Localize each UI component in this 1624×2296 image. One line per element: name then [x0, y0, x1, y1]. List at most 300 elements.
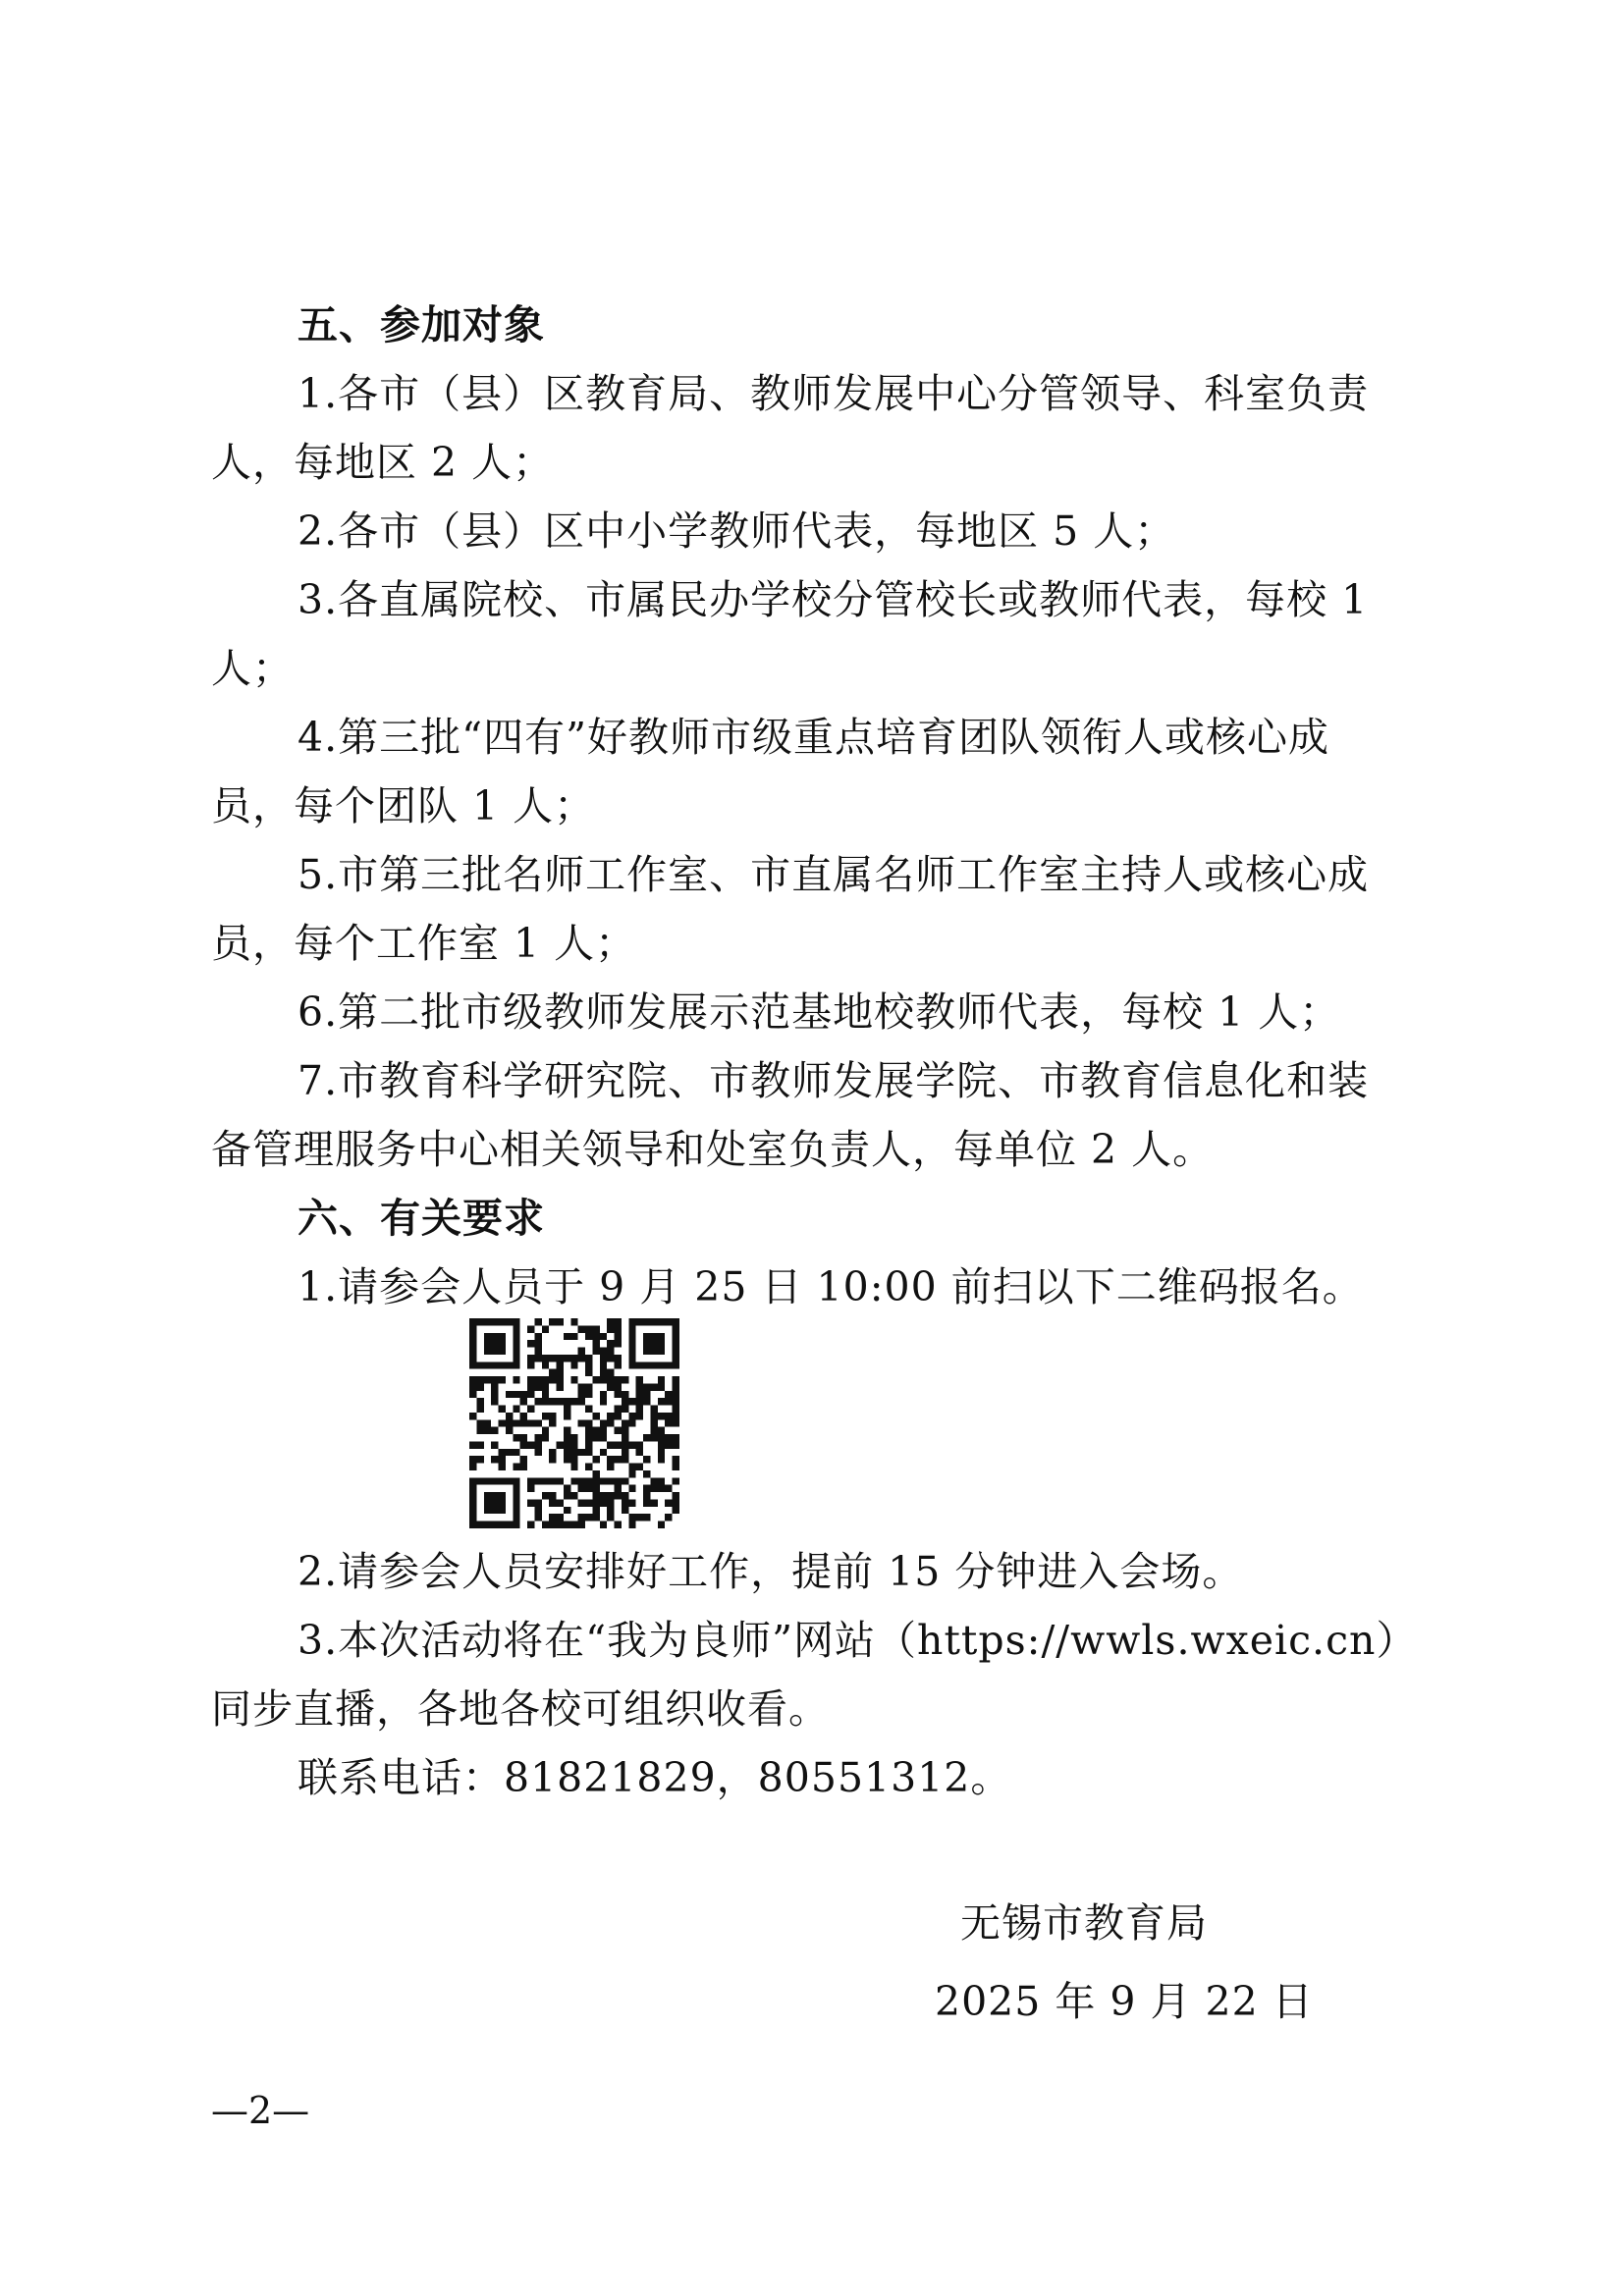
- qr-module: [484, 1477, 491, 1484]
- participant-item-4: 4.第三批“四有”好教师市级重点培育团队领衔人或核心成: [298, 714, 1330, 761]
- qr-module: [499, 1456, 506, 1463]
- qr-module: [658, 1456, 665, 1463]
- qr-module: [557, 1522, 564, 1528]
- qr-module: [643, 1499, 650, 1506]
- qr-module: [600, 1522, 607, 1528]
- qr-module: [607, 1464, 614, 1470]
- qr-module: [658, 1522, 665, 1528]
- qr-module: [491, 1318, 498, 1325]
- qr-module: [615, 1522, 622, 1528]
- participant-item-7: 7.市教育科学研究院、市教师发展学院、市教育信息化和装: [298, 1057, 1370, 1104]
- qr-module: [513, 1522, 519, 1528]
- qr-module: [469, 1348, 476, 1355]
- qr-module: [549, 1376, 556, 1383]
- qr-module: [484, 1499, 491, 1506]
- qr-module: [673, 1391, 679, 1398]
- qr-module: [542, 1362, 549, 1368]
- qr-module: [499, 1522, 506, 1528]
- qr-module: [673, 1362, 679, 1368]
- qr-module: [673, 1318, 679, 1325]
- qr-module: [564, 1398, 570, 1405]
- qr-module: [484, 1427, 491, 1434]
- qr-module: [570, 1355, 577, 1362]
- qr-module: [520, 1413, 527, 1419]
- qr-module: [650, 1434, 657, 1441]
- qr-module: [542, 1325, 549, 1332]
- qr-module: [549, 1522, 556, 1528]
- qr-module: [658, 1427, 665, 1434]
- qr-module: [513, 1449, 519, 1456]
- qr-module: [615, 1391, 622, 1398]
- qr-module: [549, 1398, 556, 1405]
- qr-module: [534, 1419, 541, 1426]
- qr-module: [607, 1340, 614, 1347]
- qr-module: [491, 1522, 498, 1528]
- qr-module: [628, 1464, 635, 1470]
- qr-module: [513, 1340, 519, 1347]
- qr-module: [534, 1340, 541, 1347]
- qr-module: [469, 1441, 476, 1448]
- qr-module: [600, 1477, 607, 1484]
- qr-module: [513, 1355, 519, 1362]
- participant-item-7-cont: 备管理服务中心相关领导和处室负责人，每单位 2 人。: [211, 1126, 1215, 1173]
- qr-module: [643, 1514, 650, 1521]
- qr-module: [542, 1522, 549, 1528]
- qr-module: [570, 1362, 577, 1368]
- qr-module: [564, 1522, 570, 1528]
- qr-module: [628, 1355, 635, 1362]
- qr-module: [622, 1406, 628, 1413]
- qr-module: [534, 1348, 541, 1355]
- qr-module: [615, 1492, 622, 1499]
- qr-module: [607, 1492, 614, 1499]
- qr-module: [658, 1413, 665, 1419]
- section-heading-participants: 五、参加对象: [298, 301, 545, 348]
- qr-module: [527, 1499, 534, 1506]
- qr-module: [513, 1325, 519, 1332]
- participant-item-5: 5.市第三批名师工作室、市直属名师工作室主持人或核心成: [298, 851, 1370, 898]
- qr-module: [658, 1383, 665, 1390]
- qr-module: [607, 1355, 614, 1362]
- qr-module: [628, 1485, 635, 1492]
- qr-module: [600, 1492, 607, 1499]
- signature-date: 2025 年 9 月 22 日: [935, 1978, 1314, 2025]
- qr-module: [520, 1419, 527, 1426]
- qr-module: [506, 1419, 513, 1426]
- qr-module: [527, 1362, 534, 1368]
- qr-module: [592, 1492, 599, 1499]
- qr-module: [628, 1398, 635, 1405]
- qr-module: [491, 1340, 498, 1347]
- qr-module: [650, 1427, 657, 1434]
- qr-module: [506, 1477, 513, 1484]
- qr-module: [542, 1427, 549, 1434]
- qr-module: [542, 1391, 549, 1398]
- qr-module: [622, 1434, 628, 1441]
- qr-module: [673, 1456, 679, 1463]
- qr-module: [476, 1383, 483, 1390]
- qr-module: [673, 1507, 679, 1514]
- qr-module: [600, 1419, 607, 1426]
- qr-module: [534, 1355, 541, 1362]
- qr-module: [622, 1391, 628, 1398]
- qr-module: [534, 1507, 541, 1514]
- qr-module: [592, 1514, 599, 1521]
- qr-module: [557, 1318, 564, 1325]
- qr-module: [643, 1348, 650, 1355]
- qr-module: [622, 1499, 628, 1506]
- qr-module: [650, 1477, 657, 1484]
- qr-module: [499, 1376, 506, 1383]
- qr-module: [665, 1318, 672, 1325]
- qr-module: [469, 1340, 476, 1347]
- qr-module: [665, 1434, 672, 1441]
- qr-module: [650, 1383, 657, 1390]
- qr-module: [506, 1522, 513, 1528]
- qr-module: [585, 1355, 592, 1362]
- qr-module: [520, 1398, 527, 1405]
- qr-module: [499, 1507, 506, 1514]
- qr-module: [527, 1391, 534, 1398]
- qr-module: [643, 1434, 650, 1441]
- qr-module: [622, 1449, 628, 1456]
- participant-item-6: 6.第二批市级教师发展示范基地校教师代表，每校 1 人；: [298, 988, 1341, 1036]
- qr-module: [513, 1333, 519, 1340]
- qr-module: [491, 1362, 498, 1368]
- qr-module: [570, 1441, 577, 1448]
- qr-module: [534, 1441, 541, 1448]
- qr-module: [557, 1499, 564, 1506]
- qr-module: [491, 1333, 498, 1340]
- qr-module: [578, 1391, 585, 1398]
- qr-module: [673, 1333, 679, 1340]
- qr-module: [643, 1398, 650, 1405]
- qr-module: [615, 1376, 622, 1383]
- qr-module: [570, 1333, 577, 1340]
- qr-module: [570, 1398, 577, 1405]
- qr-module: [469, 1383, 476, 1390]
- qr-module: [564, 1406, 570, 1413]
- qr-module: [499, 1492, 506, 1499]
- qr-module: [665, 1413, 672, 1419]
- qr-module: [673, 1441, 679, 1448]
- qr-module: [585, 1419, 592, 1426]
- qr-module: [673, 1477, 679, 1484]
- qr-module: [557, 1369, 564, 1376]
- qr-module: [469, 1492, 476, 1499]
- contact-phone: 联系电话：81821829，80551312。: [298, 1754, 1012, 1801]
- qr-module: [658, 1477, 665, 1484]
- qr-module: [585, 1427, 592, 1434]
- qr-module: [615, 1318, 622, 1325]
- qr-module: [600, 1362, 607, 1368]
- qr-module: [469, 1391, 476, 1398]
- qr-module: [534, 1333, 541, 1340]
- qr-module: [658, 1376, 665, 1383]
- qr-module: [484, 1507, 491, 1514]
- qr-module: [600, 1376, 607, 1383]
- qr-module: [513, 1419, 519, 1426]
- qr-module: [585, 1333, 592, 1340]
- qr-module: [527, 1325, 534, 1332]
- participant-item-4-cont: 员，每个团队 1 人；: [211, 782, 596, 829]
- qr-module: [600, 1333, 607, 1340]
- qr-module: [534, 1499, 541, 1506]
- qr-module: [650, 1333, 657, 1340]
- qr-module: [673, 1383, 679, 1390]
- qr-module: [643, 1391, 650, 1398]
- qr-module: [527, 1522, 534, 1528]
- qr-module: [570, 1492, 577, 1499]
- qr-module: [476, 1441, 483, 1448]
- qr-module: [506, 1427, 513, 1434]
- qr-module: [578, 1325, 585, 1332]
- qr-module: [564, 1441, 570, 1448]
- qr-module: [557, 1376, 564, 1383]
- qr-module: [665, 1398, 672, 1405]
- qr-module: [527, 1406, 534, 1413]
- participant-item-3-cont: 人；: [211, 645, 294, 692]
- qr-module: [499, 1477, 506, 1484]
- requirement-item-3-cont: 同步直播，各地各校可组织收看。: [211, 1685, 830, 1733]
- qr-module: [643, 1383, 650, 1390]
- qr-module: [585, 1369, 592, 1376]
- qr-module: [484, 1522, 491, 1528]
- qr-module: [513, 1492, 519, 1499]
- participant-item-1-cont: 人，每地区 2 人；: [211, 439, 555, 486]
- qr-module: [628, 1470, 635, 1477]
- qr-module: [542, 1434, 549, 1441]
- qr-module: [658, 1485, 665, 1492]
- qr-module: [673, 1348, 679, 1355]
- qr-module: [600, 1348, 607, 1355]
- qr-module: [549, 1318, 556, 1325]
- requirement-item-2: 2.请参会人员安排好工作，提前 15 分钟进入会场。: [298, 1548, 1244, 1595]
- requirement-item-3: 3.本次活动将在“我为良师”网站（https://wwls.wxeic.cn）: [298, 1617, 1418, 1664]
- qr-module: [557, 1477, 564, 1484]
- qr-module: [650, 1362, 657, 1368]
- qr-module: [557, 1383, 564, 1390]
- qr-module: [628, 1419, 635, 1426]
- qr-module: [585, 1464, 592, 1470]
- qr-module: [622, 1419, 628, 1426]
- qr-module: [534, 1376, 541, 1383]
- qr-module: [600, 1499, 607, 1506]
- qr-module: [520, 1391, 527, 1398]
- qr-module: [570, 1376, 577, 1383]
- qr-module: [484, 1419, 491, 1426]
- qr-module: [578, 1514, 585, 1521]
- qr-module: [570, 1456, 577, 1463]
- qr-module: [585, 1449, 592, 1456]
- qr-module: [469, 1499, 476, 1506]
- qr-module: [592, 1470, 599, 1477]
- qr-module: [607, 1318, 614, 1325]
- qr-module: [585, 1499, 592, 1506]
- qr-module: [527, 1419, 534, 1426]
- qr-module: [628, 1340, 635, 1347]
- qr-module: [650, 1318, 657, 1325]
- qr-module: [491, 1348, 498, 1355]
- qr-module: [549, 1514, 556, 1521]
- qr-module: [600, 1391, 607, 1398]
- qr-module: [476, 1362, 483, 1368]
- qr-module: [570, 1434, 577, 1441]
- qr-module: [491, 1427, 498, 1434]
- qr-module: [643, 1333, 650, 1340]
- qr-module: [469, 1514, 476, 1521]
- qr-module: [628, 1325, 635, 1332]
- qr-module: [557, 1398, 564, 1405]
- qr-module: [527, 1355, 534, 1362]
- qr-module: [542, 1355, 549, 1362]
- qr-module: [527, 1340, 534, 1347]
- qr-module: [615, 1413, 622, 1419]
- qr-module: [636, 1449, 643, 1456]
- qr-module: [469, 1355, 476, 1362]
- qr-module: [636, 1398, 643, 1405]
- qr-module: [542, 1383, 549, 1390]
- qr-module: [650, 1499, 657, 1506]
- qr-module: [527, 1485, 534, 1492]
- qr-module: [607, 1477, 614, 1484]
- qr-module: [592, 1499, 599, 1506]
- qr-module: [643, 1318, 650, 1325]
- qr-module: [476, 1477, 483, 1484]
- section-heading-requirements: 六、有关要求: [298, 1195, 545, 1242]
- qr-module: [636, 1413, 643, 1419]
- qr-module: [534, 1318, 541, 1325]
- qr-module: [484, 1318, 491, 1325]
- qr-module: [534, 1514, 541, 1521]
- qr-module: [592, 1477, 599, 1484]
- qr-module: [622, 1427, 628, 1434]
- qr-module: [542, 1398, 549, 1405]
- qr-module: [650, 1340, 657, 1347]
- qr-module: [615, 1441, 622, 1448]
- qr-module: [542, 1376, 549, 1383]
- qr-module: [578, 1383, 585, 1390]
- qr-module: [615, 1325, 622, 1332]
- qr-module: [578, 1348, 585, 1355]
- qr-module: [476, 1406, 483, 1413]
- qr-module: [592, 1427, 599, 1434]
- qr-module: [513, 1318, 519, 1325]
- qr-module: [484, 1492, 491, 1499]
- qr-module: [491, 1398, 498, 1405]
- qr-module: [622, 1507, 628, 1514]
- qr-module: [484, 1340, 491, 1347]
- qr-module: [578, 1419, 585, 1426]
- qr-module: [564, 1427, 570, 1434]
- qr-module: [585, 1485, 592, 1492]
- qr-module: [622, 1441, 628, 1448]
- qr-module: [600, 1369, 607, 1376]
- qr-module: [570, 1449, 577, 1456]
- qr-module: [673, 1355, 679, 1362]
- qr-module: [658, 1449, 665, 1456]
- qr-module: [542, 1477, 549, 1484]
- qr-module: [665, 1514, 672, 1521]
- qr-module: [564, 1485, 570, 1492]
- qr-module: [534, 1477, 541, 1484]
- qr-module: [607, 1369, 614, 1376]
- qr-module: [628, 1522, 635, 1528]
- qr-module: [622, 1456, 628, 1463]
- qr-module: [615, 1406, 622, 1413]
- qr-module: [534, 1383, 541, 1390]
- qr-module: [658, 1340, 665, 1347]
- qr-module: [506, 1449, 513, 1456]
- qr-module: [585, 1406, 592, 1413]
- qr-module: [491, 1477, 498, 1484]
- qr-module: [636, 1376, 643, 1383]
- qr-module: [499, 1362, 506, 1368]
- qr-module: [469, 1325, 476, 1332]
- qr-module: [527, 1477, 534, 1484]
- qr-module: [506, 1318, 513, 1325]
- qr-module: [628, 1333, 635, 1340]
- qr-module: [513, 1376, 519, 1383]
- qr-module: [592, 1376, 599, 1383]
- qr-module: [673, 1340, 679, 1347]
- qr-module: [534, 1398, 541, 1405]
- qr-module: [499, 1318, 506, 1325]
- participant-item-3: 3.各直属院校、市属民办学校分管校长或教师代表，每校 1: [298, 576, 1369, 623]
- qr-code-icon[interactable]: [469, 1318, 679, 1528]
- qr-module: [476, 1456, 483, 1463]
- qr-module: [564, 1507, 570, 1514]
- qr-module: [592, 1434, 599, 1441]
- qr-module: [549, 1413, 556, 1419]
- page-number: —2—: [211, 2089, 310, 2132]
- qr-module: [491, 1507, 498, 1514]
- qr-module: [622, 1492, 628, 1499]
- qr-module: [564, 1333, 570, 1340]
- qr-module: [665, 1441, 672, 1448]
- qr-module: [499, 1419, 506, 1426]
- qr-module: [658, 1441, 665, 1448]
- qr-module: [513, 1514, 519, 1521]
- qr-module: [673, 1499, 679, 1506]
- qr-module: [592, 1413, 599, 1419]
- signature-org: 无锡市教育局: [960, 1899, 1208, 1947]
- qr-module: [658, 1434, 665, 1441]
- qr-module: [499, 1499, 506, 1506]
- qr-module: [628, 1441, 635, 1448]
- requirement-item-1: 1.请参会人员于 9 月 25 日 10:00 前扫以下二维码报名。: [298, 1263, 1364, 1310]
- qr-module: [578, 1449, 585, 1456]
- qr-module: [476, 1522, 483, 1528]
- qr-module: [622, 1398, 628, 1405]
- qr-module: [557, 1441, 564, 1448]
- qr-module: [469, 1333, 476, 1340]
- qr-module: [607, 1507, 614, 1514]
- qr-module: [491, 1441, 498, 1448]
- qr-module: [650, 1413, 657, 1419]
- qr-module: [592, 1325, 599, 1332]
- qr-module: [600, 1449, 607, 1456]
- qr-module: [665, 1362, 672, 1368]
- qr-module: [549, 1492, 556, 1499]
- qr-module: [615, 1485, 622, 1492]
- qr-module: [499, 1333, 506, 1340]
- qr-module: [607, 1383, 614, 1390]
- qr-module: [578, 1499, 585, 1506]
- qr-module: [520, 1434, 527, 1441]
- qr-module: [665, 1391, 672, 1398]
- qr-module: [650, 1348, 657, 1355]
